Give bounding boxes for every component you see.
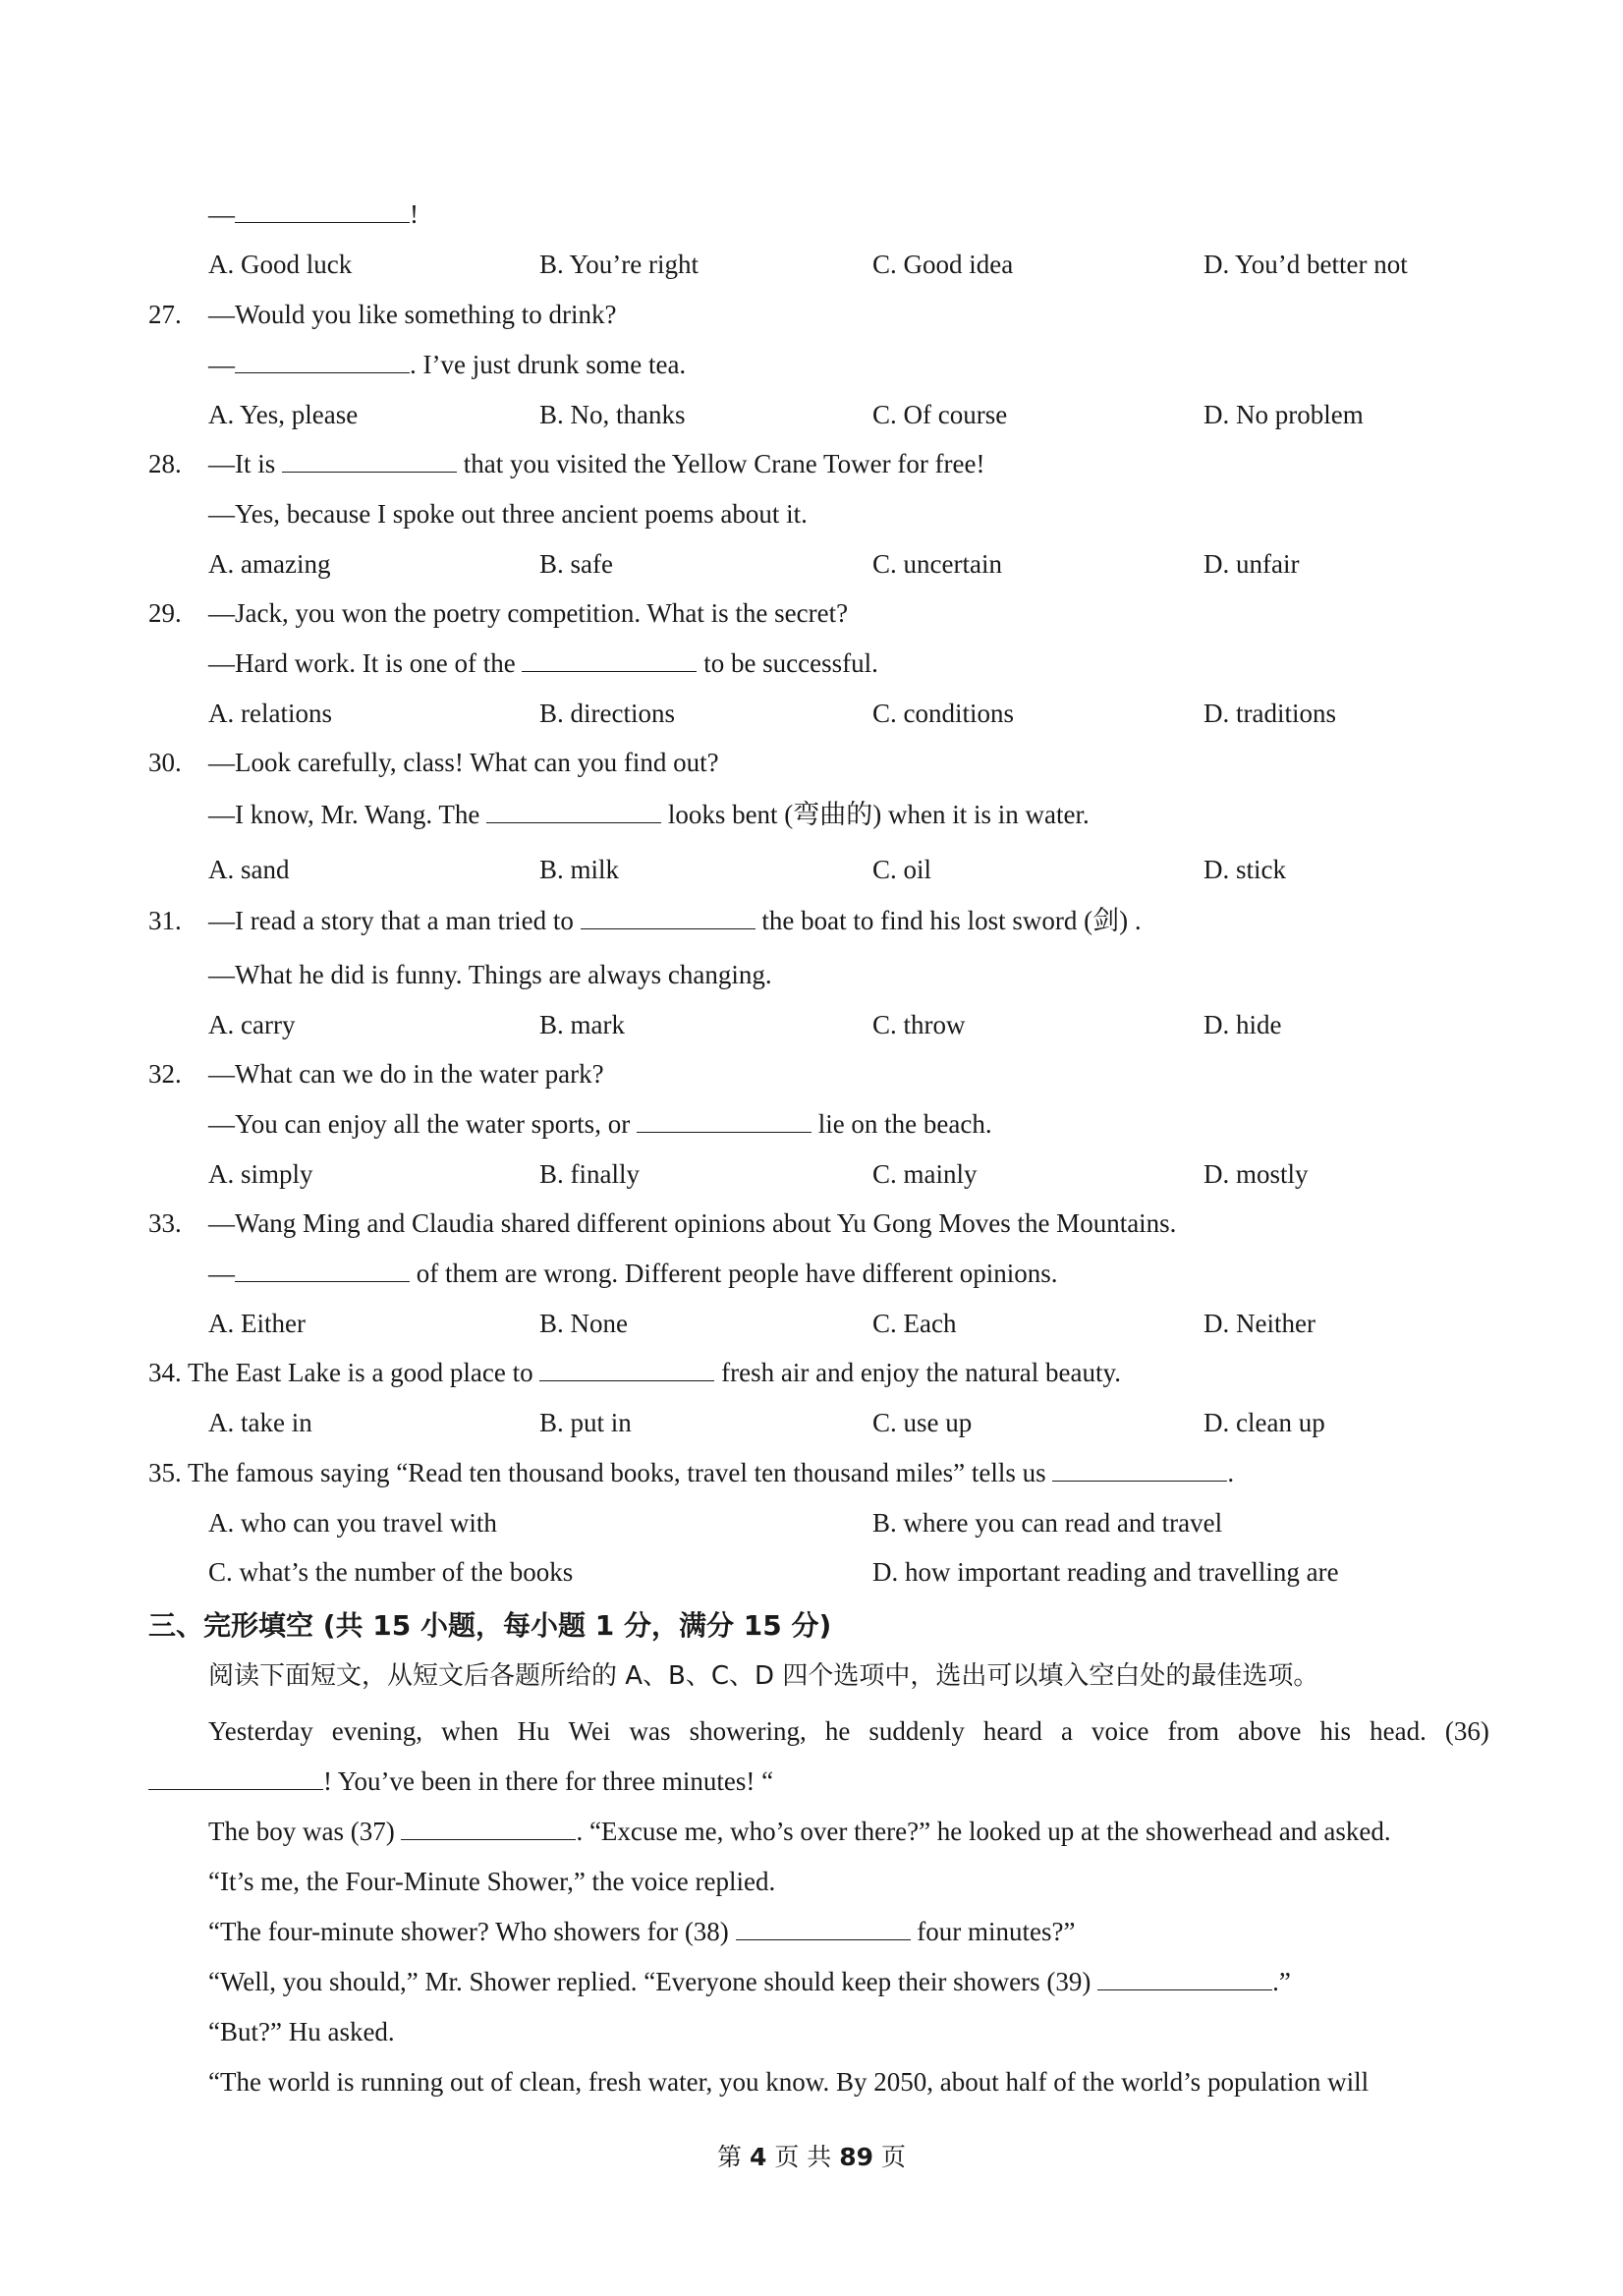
q29-option-a: A. relations (208, 699, 332, 728)
passage-word: voice (1091, 1716, 1149, 1746)
q29-number: 29. (148, 598, 182, 628)
q30-number: 30. (148, 748, 182, 777)
page-footer (0, 2138, 1623, 2173)
q34-blank (539, 1359, 714, 1381)
q32-option-d: D. mostly (1203, 1159, 1309, 1189)
q30-option-b: B. milk (539, 855, 620, 884)
q35-suffix: . (1227, 1458, 1235, 1487)
passage-word: his (1319, 1716, 1352, 1746)
q31-number: 31. (148, 906, 182, 935)
q32-option-b: B. finally (539, 1159, 640, 1189)
section-3-title: 三、完形填空 (共 15 小题，每小题 1 分，满分 15 分) (148, 1609, 832, 1642)
q29-response (208, 645, 878, 681)
q30-option-c: C. oil (872, 855, 932, 884)
q34-option-a: A. take in (208, 1408, 312, 1437)
passage-word: from (1167, 1716, 1219, 1746)
q33-number: 33. (148, 1208, 182, 1238)
passage-line-5 (208, 1914, 1076, 1949)
q29-prefix: —Hard work. It is one of the (208, 648, 516, 678)
passage-word: when (441, 1716, 499, 1746)
footer-page-number: 4 (749, 2143, 767, 2171)
q31-option-b: B. mark (539, 1010, 625, 1039)
q32-response (208, 1106, 992, 1142)
blank-37 (401, 1818, 576, 1840)
q26-dash: — (208, 199, 235, 229)
q35-option-c: C. what’s the number of the books (208, 1557, 574, 1587)
q34-question (148, 1355, 1121, 1390)
passage-word: showering, (689, 1716, 807, 1746)
passage-line-6 (208, 1964, 1291, 1999)
blank-36 (148, 1767, 323, 1790)
passage-p1-continued: ! You’ve been in there for three minutes! “ (323, 1766, 774, 1796)
passage-word: he (824, 1716, 851, 1746)
passage-p5-prefix: “Well, you should,” Mr. Shower replied. “Everyone should keep their showers (39) (208, 1967, 1091, 1996)
q31-option-d: D. hide (1203, 1010, 1282, 1039)
q32-number: 32. (148, 1059, 182, 1089)
passage-line-3 (208, 1814, 1391, 1849)
passage-p2-prefix: The boy was (37) (208, 1817, 395, 1846)
passage-word: (36) (1444, 1716, 1489, 1746)
q33-suffix: of them are wrong. Different people have different opinions. (416, 1259, 1058, 1288)
passage-word: Wei (568, 1716, 611, 1746)
q27-dash: — (208, 350, 235, 379)
q30-suffix: looks bent (弯曲的) when it is in water. (667, 800, 1090, 829)
q32-suffix: lie on the beach. (817, 1109, 992, 1139)
q29-question: —Jack, you won the poetry competition. What is the secret? (208, 598, 849, 628)
passage-line-1 (208, 1713, 1489, 1749)
q29-option-d: D. traditions (1203, 699, 1336, 728)
q30-response (208, 797, 1090, 832)
q28-question (208, 446, 985, 481)
q32-blank (637, 1110, 812, 1133)
q27-question: —Would you like something to drink? (208, 300, 617, 329)
q33-dash: — (208, 1259, 235, 1288)
passage-line-2 (148, 1764, 773, 1799)
q26-option-d: D. You’d better not (1203, 250, 1408, 279)
passage-word: head. (1370, 1716, 1427, 1746)
passage-line-8: “The world is running out of clean, fresh water, you know. By 2050, about half of the world’s population will (208, 2067, 1370, 2097)
passage-word: evening, (331, 1716, 423, 1746)
passage-line-4: “It’s me, the Four-Minute Shower,” the voice replied. (208, 1867, 776, 1896)
q26-option-c: C. Good idea (872, 250, 1014, 279)
q31-suffix: the boat to find his lost sword (剑) . (761, 906, 1142, 935)
q29-blank (522, 649, 697, 672)
passage-p4-prefix: “The four-minute shower? Who showers for (38) (208, 1917, 729, 1946)
q31-response: —What he did is funny. Things are always changing. (208, 960, 772, 989)
q30-option-d: D. stick (1203, 855, 1286, 884)
q28-option-b: B. safe (539, 549, 613, 579)
q33-option-a: A. Either (208, 1309, 306, 1338)
q34-prefix: 34. The East Lake is a good place to (148, 1358, 533, 1387)
footer-mid: 页 共 (774, 2143, 832, 2171)
q28-option-d: D. unfair (1203, 549, 1300, 579)
q26-answer-line (208, 196, 419, 232)
q34-suffix: fresh air and enjoy the natural beauty. (721, 1358, 1121, 1387)
blank-39 (1097, 1968, 1272, 1990)
q35-option-b: B. where you can read and travel (872, 1508, 1223, 1538)
q26-option-b: B. You’re right (539, 250, 700, 279)
q35-prefix: 35. The famous saying “Read ten thousand books, travel ten thousand miles” tells us (148, 1458, 1046, 1487)
q35-blank (1052, 1459, 1227, 1482)
q29-suffix: to be successful. (703, 648, 878, 678)
q35-option-d: D. how important reading and travelling are (872, 1557, 1339, 1587)
q27-option-d: D. No problem (1203, 400, 1364, 429)
q30-question: —Look carefully, class! What can you find out? (208, 748, 719, 777)
q28-option-a: A. amazing (208, 549, 331, 579)
q27-option-b: B. No, thanks (539, 400, 686, 429)
q28-suffix: that you visited the Yellow Crane Tower for free! (463, 449, 985, 478)
q28-response: —Yes, because I spoke out three ancient poems about it. (208, 499, 808, 529)
q34-option-d: D. clean up (1203, 1408, 1325, 1437)
passage-word: suddenly (868, 1716, 965, 1746)
q31-option-a: A. carry (208, 1010, 296, 1039)
q27-answer-line (208, 347, 686, 382)
q26-suffix: ! (410, 199, 419, 229)
footer-total-pages: 89 (839, 2143, 874, 2171)
q27-number: 27. (148, 300, 182, 329)
q28-number: 28. (148, 449, 182, 478)
section-3-instruction: 阅读下面短文，从短文后各题所给的 A、B、C、D 四个选项中，选出可以填入空白处的最佳选项。 (208, 1661, 1319, 1691)
q28-prefix: —It is (208, 449, 276, 478)
q35-option-a: A. who can you travel with (208, 1508, 497, 1538)
q32-question: —What can we do in the water park? (208, 1059, 604, 1089)
q29-option-c: C. conditions (872, 699, 1015, 728)
passage-word: a (1060, 1716, 1073, 1746)
q28-option-c: C. uncertain (872, 549, 1002, 579)
passage-word: Hu (517, 1716, 550, 1746)
q27-blank (235, 351, 410, 373)
q27-option-c: C. Of course (872, 400, 1008, 429)
q33-option-b: B. None (539, 1309, 628, 1338)
q28-blank (282, 450, 457, 473)
q33-option-d: D. Neither (1203, 1309, 1315, 1338)
q32-prefix: —You can enjoy all the water sports, or (208, 1109, 631, 1139)
q33-blank (235, 1260, 410, 1282)
q29-option-b: B. directions (539, 699, 675, 728)
passage-word: heard (982, 1716, 1042, 1746)
q30-prefix: —I know, Mr. Wang. The (208, 800, 480, 829)
q31-option-c: C. throw (872, 1010, 966, 1039)
footer-post: 页 (880, 2143, 906, 2171)
q32-option-c: C. mainly (872, 1159, 978, 1189)
passage-line-7: “But?” Hu asked. (208, 2017, 395, 2046)
passage-word: Yesterday (208, 1716, 313, 1746)
q31-prefix: —I read a story that a man tried to (208, 906, 574, 935)
q26-blank (235, 200, 410, 223)
q30-option-a: A. sand (208, 855, 290, 884)
q30-blank (486, 801, 661, 823)
q33-option-c: C. Each (872, 1309, 957, 1338)
passage-p4-suffix: four minutes?” (917, 1917, 1076, 1946)
footer-pre: 第 (717, 2143, 743, 2171)
passage-word: was (629, 1716, 671, 1746)
q34-option-c: C. use up (872, 1408, 973, 1437)
q31-question (208, 903, 1142, 938)
blank-38 (736, 1918, 911, 1940)
q34-option-b: B. put in (539, 1408, 632, 1437)
q35-question (148, 1455, 1234, 1490)
q32-option-a: A. simply (208, 1159, 313, 1189)
q33-question: —Wang Ming and Claudia shared different opinions about Yu Gong Moves the Mountains. (208, 1208, 1177, 1238)
q31-blank (581, 907, 756, 929)
q33-response (208, 1256, 1058, 1291)
passage-word: above (1238, 1716, 1302, 1746)
passage-p2-suffix: . “Excuse me, who’s over there?” he looked up at the showerhead and asked. (576, 1817, 1391, 1846)
q27-suffix: . I’ve just drunk some tea. (410, 350, 687, 379)
passage-p5-suffix: .” (1272, 1967, 1291, 1996)
q27-option-a: A. Yes, please (208, 400, 359, 429)
q26-option-a: A. Good luck (208, 250, 353, 279)
